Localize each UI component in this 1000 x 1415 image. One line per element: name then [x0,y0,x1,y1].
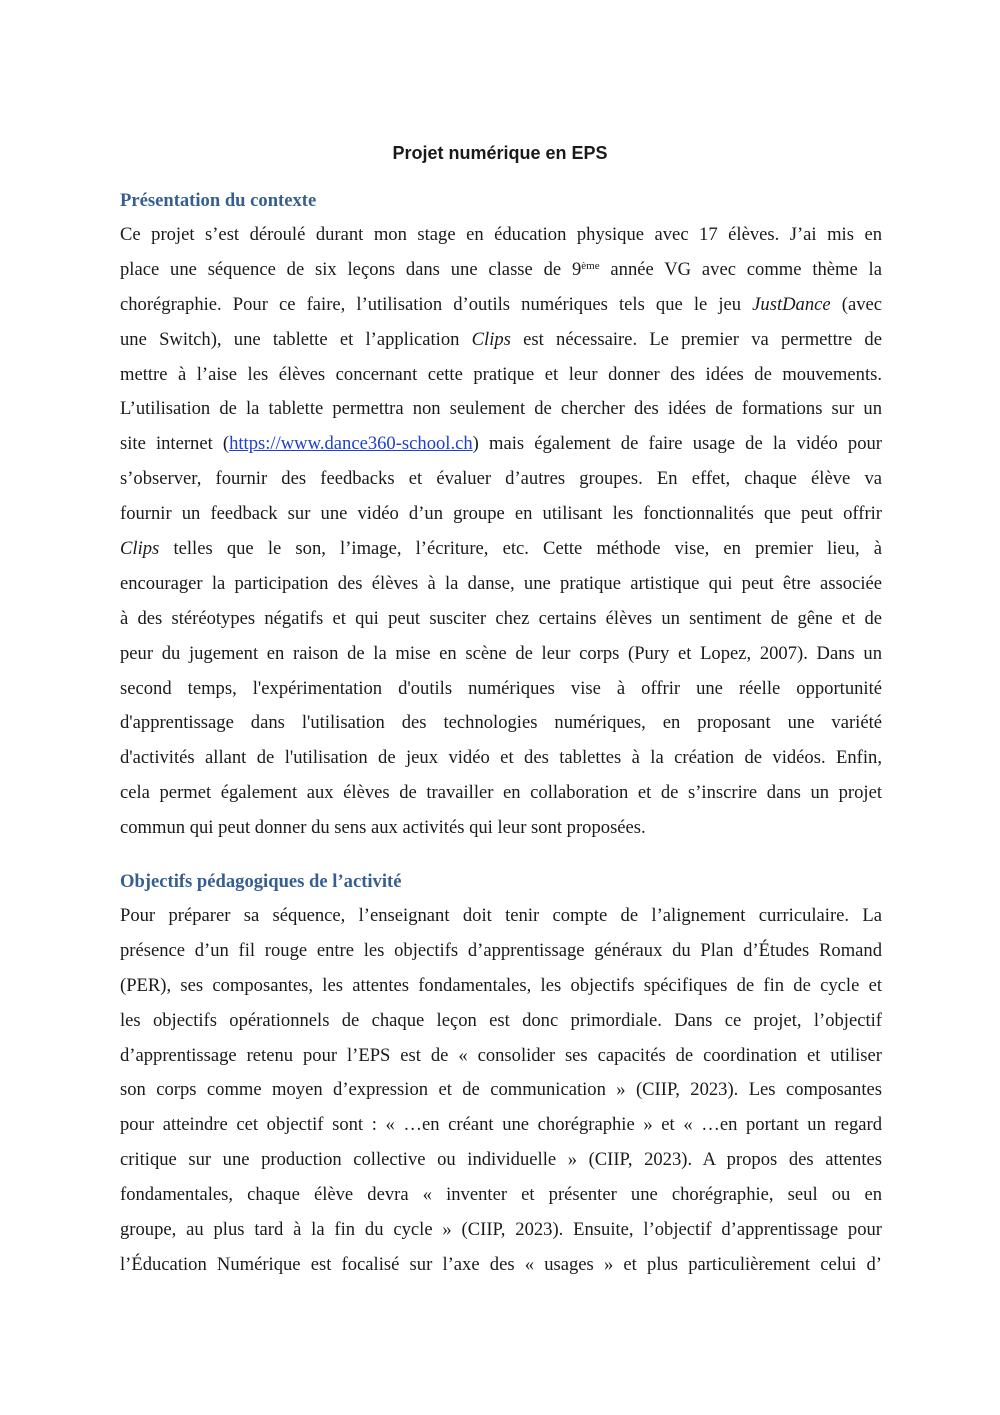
text-line: peur du jugement en raison de la mise en scène de leur corps (Pury et Lopez, 2007). Dans un [120,642,882,664]
section-heading-context: Présentation du contexte [120,190,317,211]
website-link[interactable]: https://www.dance360-school.ch [229,433,473,455]
text-line: mettre à l’aise les élèves concernant cette pratique et leur donner des idées de mouvements. [120,363,882,385]
paragraph-context [120,218,882,846]
text-line: Ce projet s’est déroulé durant mon stage en éducation physique avec 17 élèves. J’ai mis en [120,224,882,245]
text-line: d'apprentissage dans l'utilisation des technologies numériques, en proposant une variété [120,712,882,734]
text-line: présence d’un fil rouge entre les objectifs d’apprentissage généraux du Plan d’Études Romand [120,939,882,961]
text-line: L’utilisation de la tablette permettra non seulement de chercher des idées de formations sur un [120,398,882,420]
italic-term: Clips [120,538,160,560]
text-line: son corps comme moyen d’expression et de communication » (CIIP, 2023). Les composantes [120,1079,882,1101]
text-line: groupe, au plus tard à la fin du cycle » (CIIP, 2023). Ensuite, l’objectif d’apprentissage pour [120,1219,882,1241]
text-line: cela permet également aux élèves de travailler en collaboration et de s’inscrire dans un projet [120,782,882,804]
section-context [120,188,882,846]
italic-term: Clips [471,328,511,350]
text-line: pour atteindre cet objectif sont : « …en créant une chorégraphie » et « …en portant un regard [120,1114,882,1136]
text-line: place une séquence de six leçons dans une classe de 9ème année VG avec comme thème la [120,258,882,280]
text-line: chorégraphie. Pour ce faire, l’utilisation d’outils numériques tels que le jeu JustDance (avec [120,293,882,315]
text-line: d'activités allant de l'utilisation de jeux vidéo et des tablettes à la création de vidéos. Enfin, [120,747,882,769]
text-line: l’Éducation Numérique est focalisé sur l’axe des « usages » et plus particulièrement celui d’ [120,1253,882,1275]
text-line: fondamentales, chaque élève devra « inventer et présenter une chorégraphie, seul ou en [120,1184,882,1206]
superscript: ème [581,259,600,272]
paragraph-objectives [120,899,882,1283]
text-line: commun qui peut donner du sens aux activités qui leur sont proposées. [120,817,646,839]
text-line: critique sur une production collective ou individuelle » (CIIP, 2023). A propos des attentes [120,1149,882,1171]
text-line: site internet (https://www.dance360-school.ch) mais également de faire usage de la vidéo pour [120,433,882,455]
text-line: second temps, l'expérimentation d'outils numériques vise à offrir une réelle opportunité [120,677,882,699]
text-line: Pour préparer sa séquence, l’enseignant doit tenir compte de l’alignement curriculaire. La [120,905,882,926]
section-objectives [120,869,882,1283]
text-line: d’apprentissage retenu pour l’EPS est de « consolider ses capacités de coordination et utiliser [120,1044,882,1066]
text-line: s’observer, fournir des feedbacks et évaluer d’autres groupes. En effet, chaque élève va [120,468,882,490]
text-line: encourager la participation des élèves à la danse, une pratique artistique qui peut être associée [120,572,882,594]
text-line: Clips telles que le son, l’image, l’écriture, etc. Cette méthode vise, en premier lieu, à [120,538,882,560]
italic-term: JustDance [752,293,831,315]
section-heading-objectives: Objectifs pédagogiques de l’activité [120,871,402,892]
text-line: fournir un feedback sur une vidéo d’un groupe en utilisant les fonctionnalités que peut offrir [120,503,882,525]
text-line: les objectifs opérationnels de chaque leçon est donc primordiale. Dans ce projet, l’objectif [120,1009,882,1031]
text-line: (PER), ses composantes, les attentes fondamentales, les objectifs spécifiques de fin de cycle et [120,974,882,996]
text-line: une Switch), une tablette et l’application Clips est nécessaire. Le premier va permettre de [120,328,882,350]
text-line: à des stéréotypes négatifs et qui peut susciter chez certains élèves un sentiment de gêne et de [120,607,882,629]
document-title: Projet numérique en EPS [392,143,608,163]
